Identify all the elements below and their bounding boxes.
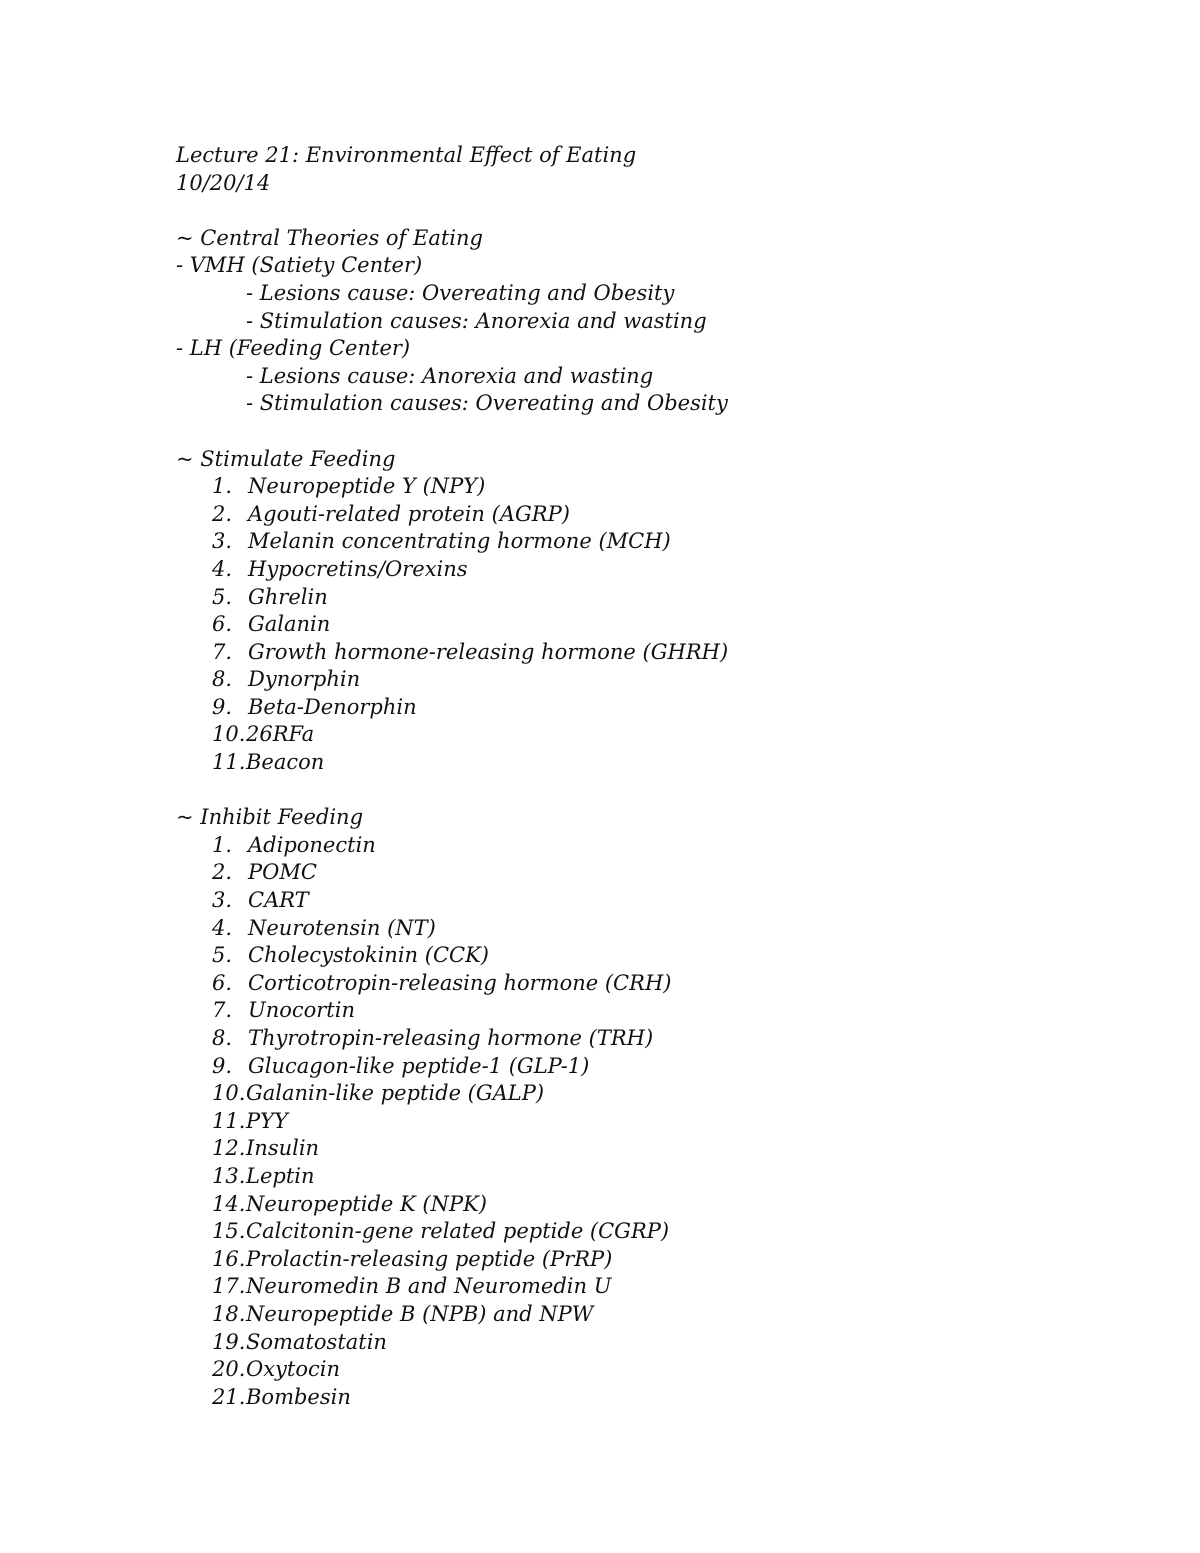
list-item: 2. POMC — [212, 860, 317, 885]
central-theories-section — [176, 225, 1136, 418]
list-item: 3. CART — [212, 888, 309, 913]
list-item: 2. Agouti-related protein (AGRP) — [212, 501, 570, 526]
vmh-lesions: - Lesions cause: Overeating and Obesity — [246, 280, 675, 305]
vmh-label: - VMH (Satiety Center) — [176, 253, 423, 278]
list-item: 5. Ghrelin — [212, 584, 328, 609]
list-item: 16. Prolactin-releasing peptide (PrRP) — [212, 1246, 613, 1271]
list-item: 4. Hypocretins/Orexins — [212, 556, 468, 581]
stimulate-feeding-list — [176, 473, 1136, 777]
list-item: 11. PYY — [212, 1108, 288, 1133]
lh-stimulation: - Stimulation causes: Overeating and Obesity — [246, 391, 728, 416]
list-item: 19. Somatostatin — [212, 1329, 387, 1354]
vmh-stimulation: - Stimulation causes: Anorexia and wasting — [246, 308, 707, 333]
list-item: 1. Neuropeptide Y (NPY) — [212, 474, 486, 499]
inhibit-feeding-heading: ~ Inhibit Feeding — [176, 805, 364, 830]
list-item: 17. Neuromedin B and Neuromedin U — [212, 1274, 612, 1299]
list-item: 12. Insulin — [212, 1136, 320, 1161]
spacer — [176, 777, 1136, 805]
central-theories-heading: ~ Central Theories of Eating — [176, 225, 483, 250]
list-item: 8. Dynorphin — [212, 667, 361, 692]
lh-lesions: - Lesions cause: Anorexia and wasting — [246, 363, 654, 388]
list-item: 11. Beacon — [212, 750, 325, 775]
list-item: 9. Glucagon-like peptide-1 (GLP-1) — [212, 1053, 590, 1078]
list-item: 10. Galanin-like peptide (GALP) — [212, 1081, 545, 1106]
list-item: 1. Adiponectin — [212, 832, 376, 857]
list-item: 20. Oxytocin — [212, 1357, 341, 1382]
lecture-title: Lecture 21: Environmental Effect of Eating — [176, 143, 637, 167]
list-item: 7. Growth hormone-releasing hormone (GHRH) — [212, 639, 729, 664]
inhibit-feeding-section — [176, 804, 1136, 1411]
list-item: 3. Melanin concentrating hormone (MCH) — [212, 529, 671, 554]
stimulate-feeding-heading: ~ Stimulate Feeding — [176, 446, 396, 471]
list-item: 6. Galanin — [212, 612, 331, 637]
inhibit-feeding-list — [176, 832, 1136, 1411]
list-item: 15. Calcitonin-gene related peptide (CGRP) — [212, 1219, 670, 1244]
list-item: 7. Unocortin — [212, 998, 355, 1023]
stimulate-feeding-section — [176, 446, 1136, 777]
spacer — [176, 418, 1136, 446]
list-item: 21. Bombesin — [212, 1384, 351, 1409]
lh-label: - LH (Feeding Center) — [176, 336, 411, 361]
list-item: 18. Neuropeptide B (NPB) and NPW — [212, 1301, 594, 1326]
spacer — [176, 197, 1136, 225]
list-item: 6. Corticotropin-releasing hormone (CRH) — [212, 970, 672, 995]
lecture-date: 10/20/14 — [176, 170, 271, 195]
list-item: 5. Cholecystokinin (CCK) — [212, 943, 489, 968]
list-item: 9. Beta-Denorphin — [212, 694, 417, 719]
list-item: 13. Leptin — [212, 1163, 315, 1188]
list-item: 4. Neurotensin (NT) — [212, 915, 436, 940]
list-item: 10. 26RFa — [212, 722, 315, 747]
list-item: 8. Thyrotropin-releasing hormone (TRH) — [212, 1026, 654, 1050]
list-item: 14. Neuropeptide K (NPK) — [212, 1191, 487, 1216]
document-page — [176, 142, 1136, 1411]
